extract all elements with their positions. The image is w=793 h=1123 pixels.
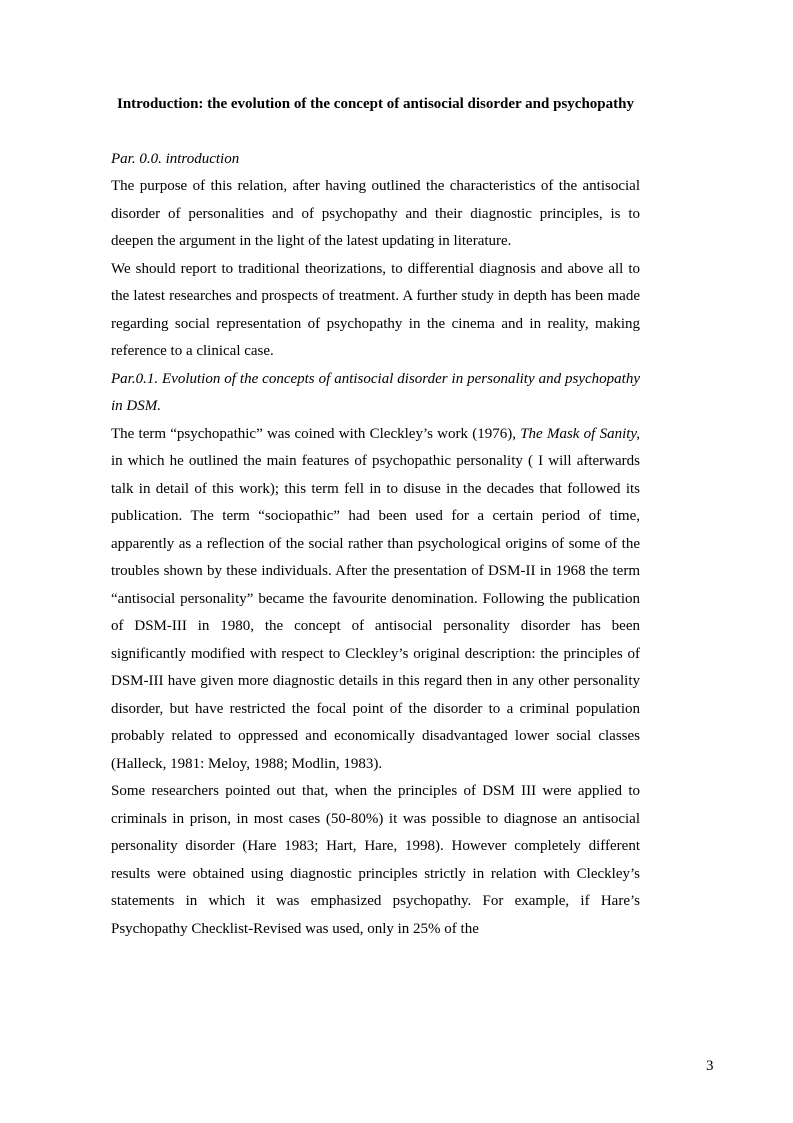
section-heading-evolution: Par.0.1. Evolution of the concepts of antisocial disorder in personality and psychopathy in DSM. <box>111 370 640 414</box>
section-heading-introduction: Par. 0.0. introduction <box>111 150 240 167</box>
document-title: Introduction: the evolution of the concept of antisocial disorder and psychopathy <box>117 96 634 112</box>
paragraph-text-before-title: The term “psychopathic” was coined with Cleckley’s work (1976), <box>111 425 521 442</box>
paragraph-purpose: The purpose of this relation, after having outlined the characteristics of the antisocial disorder of personalities and of psychopathy and their diagnostic principles, is to deepen the argument in the light of the latest updating in literature. <box>111 178 640 249</box>
paragraph-researchers: Some researchers pointed out that, when the principles of DSM III were applied to criminals in prison, in most cases (50-80%) it was possible to diagnose an antisocial personality disorder (Hare 1983; Hart, Hare, 1998). However completely different results were obtained using diagnostic principles strictly in relation with Cleckley’s statements in which it was emphasized psychopathy. For example, if Hare’s Psychopathy Checklist-Revised was used, only in 25% of the <box>111 783 640 937</box>
book-title: The Mask of Sanity, <box>520 425 640 442</box>
paragraph-text-after-title: in which he outlined the main features of psychopathic personality ( I will afterwards talk in detail of this work); this term fell in to disuse in the decades that followed its publication. The term “sociopathic” had been used for a certain period of time, apparently as a reflection of the social rather than psychological origins of some of the troubles shown by these individuals. After the presentation of DSM-II in 1968 the term “antisocial personality” became the favourite denomination. Following the publication of DSM-III in 1980, the concept of antisocial personality disorder has been significantly modified with respect to Cleckley’s original description: the principles of DSM-III have given more diagnostic details in this regard then in any other personality disorder, but have restricted the focal point of the disorder to a criminal population probably related to oppressed and economically disadvantaged lower social classes (Halleck, 1981: Meloy, 1988; Modlin, 1983). <box>111 453 640 772</box>
paragraph-psychopathic-term <box>111 421 640 779</box>
page-number: 3 <box>706 1058 714 1074</box>
document-page <box>111 91 640 943</box>
paragraph-report: We should report to traditional theorizations, to differential diagnosis and above all to the latest researches and prospects of treatment. A further study in depth has been made regarding social representation of psychopathy in the cinema and in reality, making reference to a clinical case. <box>111 260 640 359</box>
